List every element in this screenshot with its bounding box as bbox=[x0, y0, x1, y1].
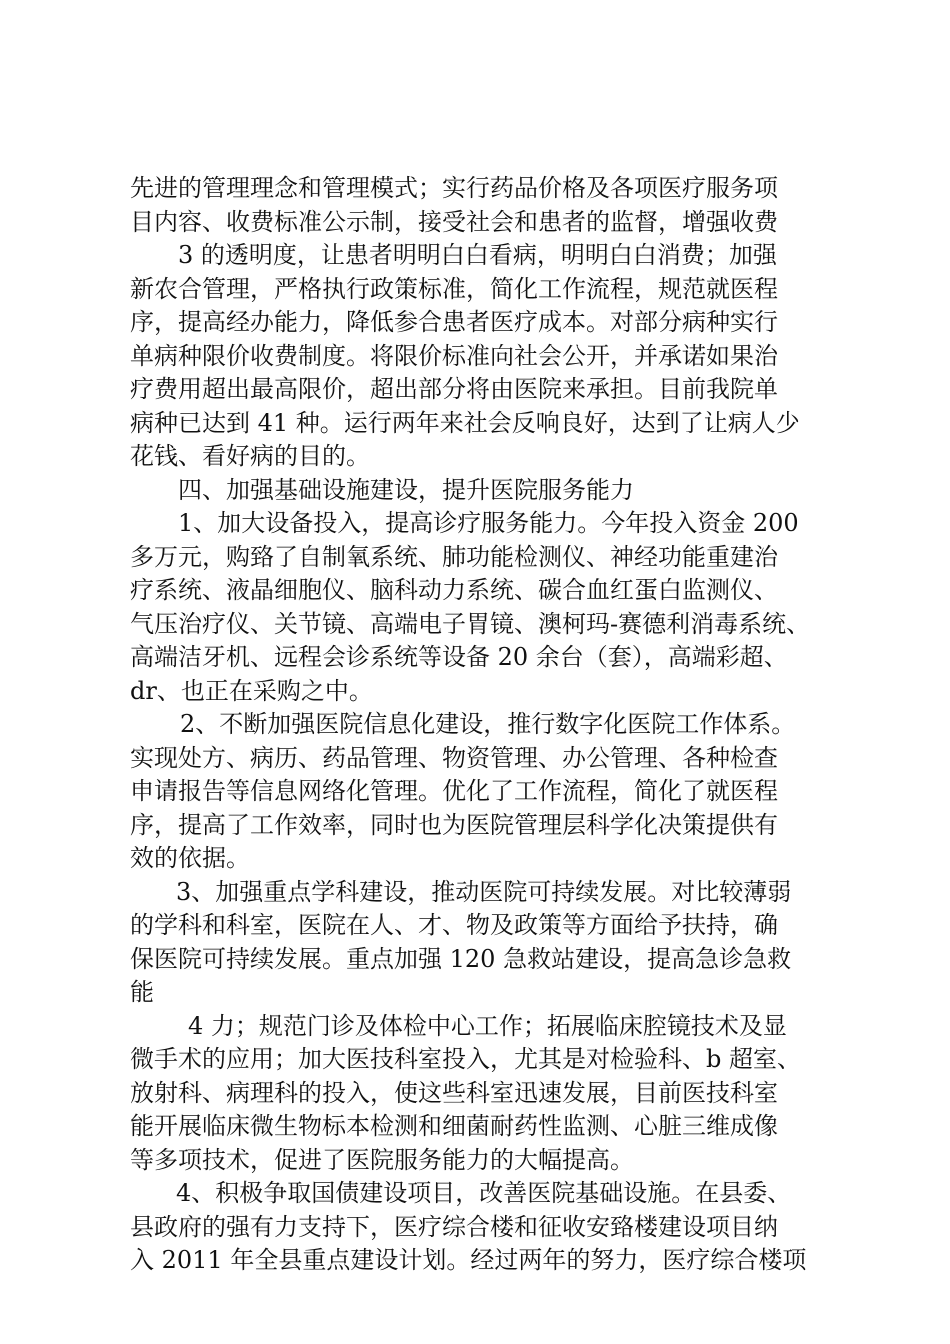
text-line: 序，提高了工作效率，同时也为医院管理层科学化决策提供有 bbox=[130, 810, 778, 839]
text-line: 多万元，购臵了自制氧系统、肺功能检测仪、神经功能重建治 bbox=[130, 542, 778, 571]
text-line: 序，提高经办能力，降低参合患者医疗成本。对部分病种实行 bbox=[130, 308, 778, 336]
text-line: 微手术的应用；加大医技科室投入，尤其是对检验科、b 超室、 bbox=[130, 1045, 801, 1073]
document-page bbox=[130, 172, 830, 1278]
text-line: 县政府的强有力支持下，医疗综合楼和征收安臵楼建设项目纳 bbox=[130, 1212, 778, 1241]
text-line: 2、不断加强医院信息化建设，推行数字化医院工作体系。 bbox=[180, 710, 796, 738]
text-line: 疗系统、液晶细胞仪、脑科动力系统、碳合血红蛋白监测仪、 bbox=[130, 576, 778, 604]
text-line: 4 力；规范门诊及体检中心工作；拓展临床腔镜技术及显 bbox=[188, 1011, 787, 1040]
text-line: 入 2011 年全县重点建设计划。经过两年的努力，医疗综合楼项 bbox=[130, 1246, 807, 1274]
text-line: 3 的透明度，让患者明明白白看病，明明白白消费；加强 bbox=[178, 241, 777, 269]
text-line: 等多项技术，促进了医院服务能力的大幅提高。 bbox=[130, 1145, 634, 1174]
text-line: 3、加强重点学科建设，推动医院可持续发展。对比较薄弱 bbox=[176, 877, 792, 906]
text-line: 能 bbox=[130, 978, 154, 1006]
text-line: 的学科和科室，医院在人、才、物及政策等方面给予扶持，确 bbox=[130, 911, 778, 939]
text-line: dr、也正在采购之中。 bbox=[130, 676, 373, 705]
text-line: 高端洁牙机、远程会诊系统等设备 20 余台（套），高端彩超、 bbox=[130, 643, 788, 671]
text-line: 放射科、病理科的投入，使这些科室迅速发展，目前医技科室 bbox=[130, 1078, 778, 1107]
text-line: 疗费用超出最高限价，超出部分将由医院来承担。目前我院单 bbox=[130, 375, 778, 403]
text-line: 先进的管理理念和管理模式；实行药品价格及各项医疗服务项 bbox=[130, 174, 778, 202]
section-heading: 四、加强基础设施建设，提升医院服务能力 bbox=[178, 475, 634, 504]
text-line: 气压治疗仪、关节镜、高端电子胃镜、澳柯玛-赛德利消毒系统、 bbox=[130, 609, 811, 638]
text-line: 实现处方、病历、药品管理、物资管理、办公管理、各种检查 bbox=[130, 743, 778, 772]
text-line: 4、积极争取国债建设项目，改善医院基础设施。在县委、 bbox=[176, 1179, 792, 1207]
text-line: 能开展临床微生物标本检测和细菌耐药性监测、心脏三维成像 bbox=[130, 1112, 778, 1140]
text-line: 花钱、看好病的目的。 bbox=[130, 442, 370, 470]
text-line: 单病种限价收费制度。将限价标准向社会公开，并承诺如果治 bbox=[130, 341, 778, 370]
text-line: 1、加大设备投入，提高诊疗服务能力。今年投入资金 200 bbox=[178, 509, 799, 537]
text-line: 新农合管理，严格执行政策标准，简化工作流程，规范就医程 bbox=[130, 274, 778, 303]
text-line: 效的依据。 bbox=[130, 844, 250, 872]
text-line: 病种已达到 41 种。运行两年来社会反响良好，达到了让病人少 bbox=[130, 408, 800, 437]
text-line: 保医院可持续发展。重点加强 120 急救站建设，提高急诊急救 bbox=[130, 944, 792, 973]
text-line: 申请报告等信息网络化管理。优化了工作流程，简化了就医程 bbox=[130, 777, 778, 805]
text-line: 目内容、收费标准公示制，接受社会和患者的监督，增强收费 bbox=[130, 207, 778, 236]
